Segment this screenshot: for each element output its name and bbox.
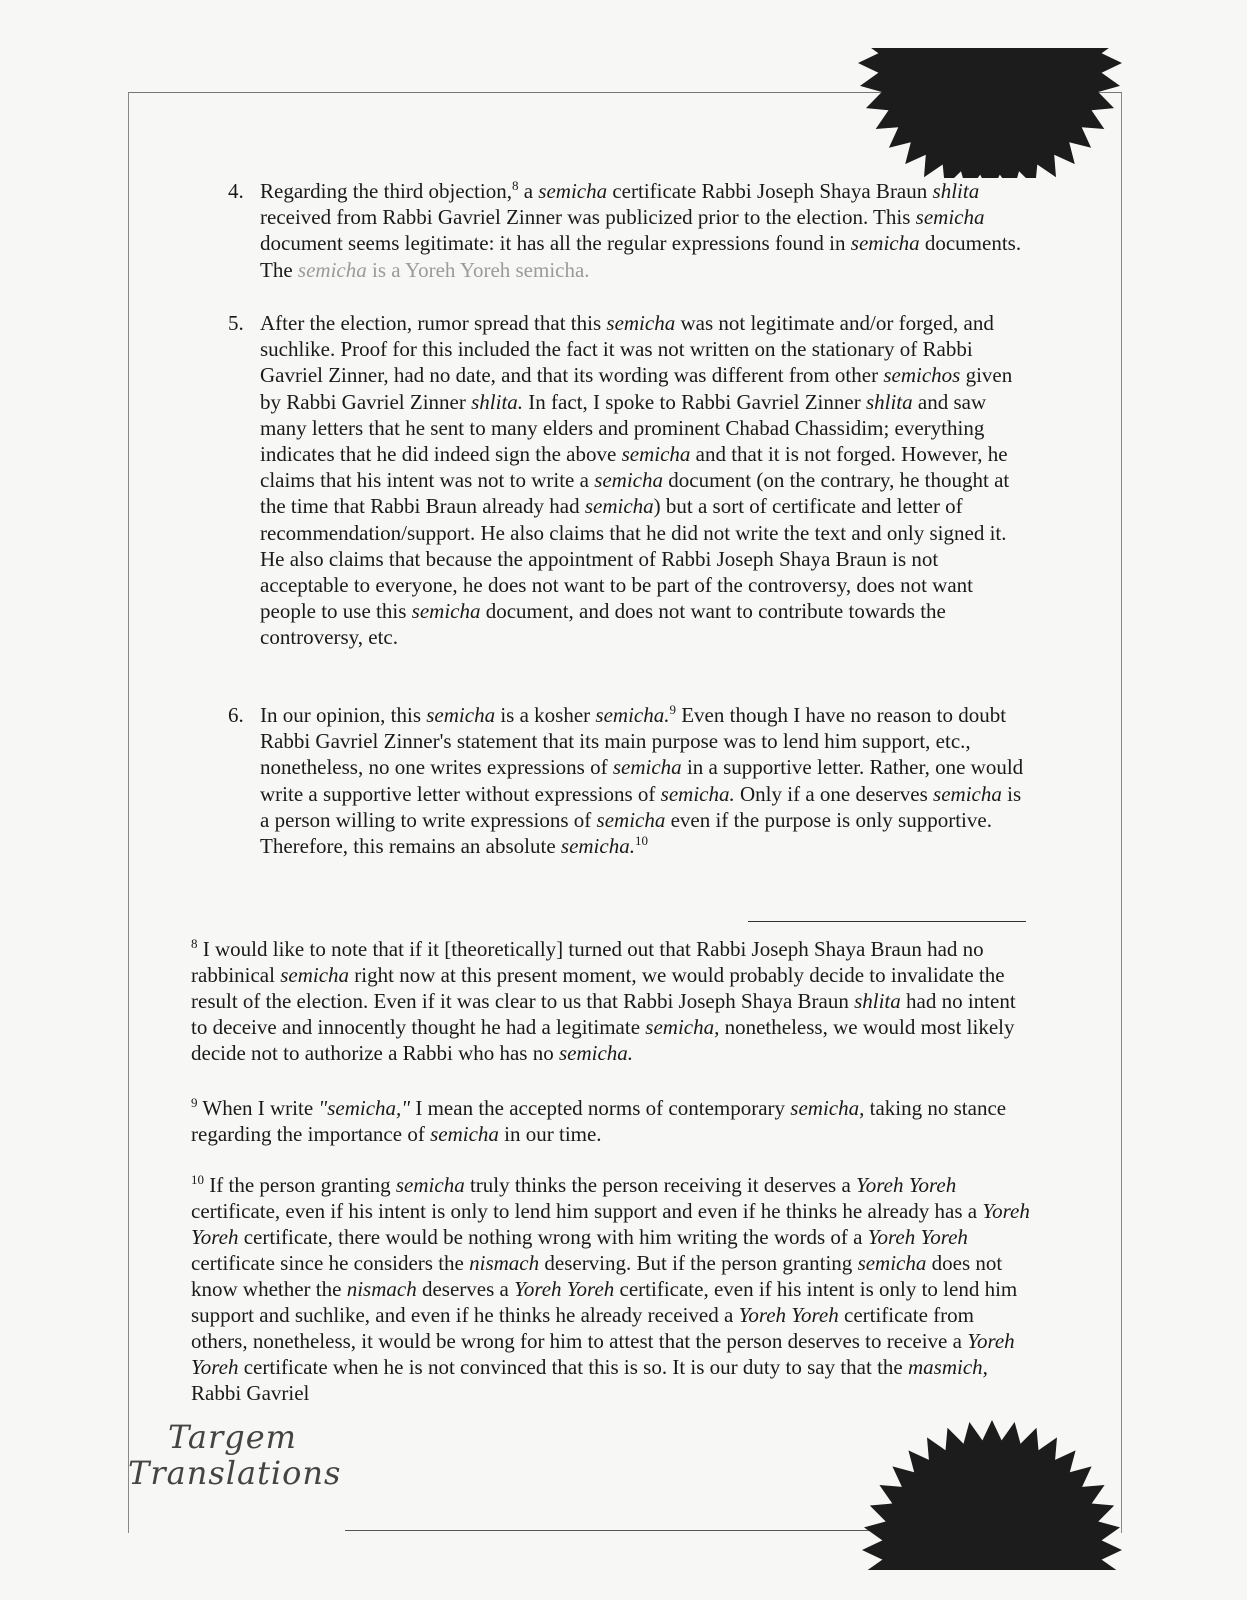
footnote-8	[191, 936, 1031, 1066]
text-run: certificate, even if his intent is only to lend him support and suchlike, and even if he thinks he already received a	[191, 1277, 1018, 1327]
text-run: documents. The	[260, 231, 1022, 282]
italic-term: Yoreh Yoreh	[867, 1225, 968, 1249]
italic-term: semicha	[584, 494, 654, 519]
italic-term: Yoreh Yoreh	[514, 1277, 615, 1301]
italic-term: semicha.	[560, 834, 635, 859]
italic-term: semicha	[280, 963, 350, 987]
italic-term: semicha	[594, 468, 664, 493]
text-run: If the person granting	[204, 1173, 396, 1197]
text-run: a	[518, 179, 539, 203]
text-run: even if the purpose is only supportive. Therefore, this remains an absolute	[260, 807, 992, 859]
italic-term: shlita	[854, 989, 901, 1013]
italic-term: semicha	[915, 205, 985, 230]
text-run: In fact, I spoke to Rabbi Gavriel Zinner	[523, 389, 866, 414]
italic-term: semicha	[596, 807, 666, 832]
item-number: 5.	[228, 311, 244, 335]
italic-term: semicha	[538, 179, 608, 203]
text-run: and saw many letters that he sent to many elders and prominent Chabad Chassidim; everything indicates that he did indeed sign the above	[260, 389, 987, 467]
italic-term: semicha,	[790, 1096, 865, 1120]
item-number: 4.	[228, 179, 244, 203]
item-number: 6.	[228, 703, 244, 727]
text-run: right now at this present moment, we would probably decide to invalidate the result of the election. Even if it was clear to us that Rabbi Joseph Shaya Braun	[191, 963, 1005, 1013]
footnote-separator	[748, 921, 1026, 922]
text-run: certificate, even if his intent is only to lend him support and even if he thinks he already has a	[191, 1199, 983, 1223]
italic-term: semicha	[612, 755, 682, 780]
italic-term: masmich,	[908, 1355, 988, 1379]
text-run: certificate Rabbi Joseph Shaya Braun	[607, 179, 933, 203]
text-run: taking no stance regarding the importance of	[191, 1096, 1007, 1146]
italic-term: semicha.	[595, 703, 670, 727]
text-run: received from Rabbi Gavriel Zinner was publicized prior to the election. This	[260, 205, 916, 230]
italic-term: semicha	[621, 442, 691, 467]
text-run: When I write	[197, 1096, 319, 1120]
italic-term: Yoreh Yoreh	[856, 1173, 957, 1197]
italic-term: semicha	[850, 231, 920, 256]
text-run: document, and does not want to contribute towards the controversy, etc.	[260, 599, 946, 650]
footnote-ref: 9	[191, 1095, 198, 1110]
item-body	[260, 310, 1028, 651]
text-run: certificate when he is not convinced that this is so. It is our duty to say that the	[238, 1355, 908, 1379]
italic-term: shlita.	[471, 389, 524, 414]
footnote-9	[191, 1095, 1031, 1147]
italic-term: semicha.	[660, 781, 735, 806]
item-body	[260, 178, 1028, 283]
text-run: and that it is not forged. However, he claims that his intent was not to write a	[260, 442, 1008, 493]
text-run: certificate, there would be nothing wrong with him writing the words of a	[238, 1225, 868, 1249]
italic-term: shlita	[932, 179, 980, 203]
text-run: document (on the contrary, he thought at the time that Rabbi Braun already had	[260, 468, 1010, 519]
italic-term: semicha,	[645, 1015, 720, 1039]
italic-term: "semicha,"	[318, 1096, 411, 1120]
italic-term: Yoreh Yoreh	[738, 1303, 839, 1327]
footnote-ref: 10	[191, 1172, 204, 1187]
item-body	[260, 702, 1028, 859]
logo-line-2: Translations	[128, 1454, 342, 1492]
text-run: is a Yoreh Yoreh semicha.	[366, 257, 590, 282]
italic-term: semicha	[395, 1173, 465, 1197]
italic-term: nismach	[346, 1277, 417, 1301]
italic-term: Yoreh Yoreh	[191, 1199, 1030, 1249]
text-run: I would like to note that if it [theoretically] turned out that Rabbi Joseph Shaya Braun had no rabbinical	[191, 937, 984, 987]
italic-term: semicha	[297, 257, 367, 282]
logo-line-1: Targem	[168, 1418, 297, 1456]
text-run: truly thinks the person receiving it deserves a	[464, 1173, 857, 1197]
list-item-5	[228, 310, 1028, 651]
text-run: certificate from others, nonetheless, it would be wrong for him to attest that the person deserves to receive a	[191, 1303, 974, 1353]
text-run: deserves a	[416, 1277, 515, 1301]
italic-term: nismach	[469, 1251, 540, 1275]
italic-term: semicha	[606, 311, 676, 335]
text-run: deserving. But if the person granting	[539, 1251, 858, 1275]
footnote-ref: 8	[191, 936, 198, 951]
text-run: in our time.	[498, 1122, 602, 1146]
italic-term: semicha	[857, 1251, 927, 1275]
notary-seal-top-icon	[858, 48, 1123, 178]
text-run: Regarding the third objection,	[260, 179, 512, 203]
footnote-ref: 8	[511, 178, 519, 193]
bottom-rule	[345, 1530, 905, 1531]
notary-seal-bottom-icon	[862, 1400, 1122, 1570]
text-run: Rabbi Gavriel	[191, 1381, 310, 1405]
text-run: document seems legitimate: it has all the regular expressions found in	[260, 231, 851, 256]
text-run: had no intent to deceive and innocently thought he had a legitimate	[191, 989, 1016, 1039]
list-item-4	[228, 178, 1028, 283]
text-run: nonetheless, we would most likely decide not to authorize a Rabbi who has no	[191, 1015, 1015, 1065]
italic-term: semicha	[933, 781, 1002, 806]
text-run: In our opinion, this	[260, 703, 427, 727]
text-run: given by Rabbi Gavriel Zinner	[260, 363, 1013, 414]
text-run: I mean the accepted norms of contemporary	[410, 1096, 791, 1120]
italic-term: shlita	[865, 389, 913, 414]
text-run: Only if a one deserves	[734, 781, 934, 806]
footnote-ref: 9	[669, 702, 676, 717]
italic-term: semicha.	[558, 1041, 634, 1065]
text-run: ) but a sort of certificate and letter of recommendation/support. He also claims that he did not write the text and only signed it. He also claims that because the appointment of Rabbi Joseph Shaya Braun is not acceptable to everyone, he does not want to be part of the controversy, does not want people to use this	[260, 494, 1007, 624]
text-run: in a supportive letter. Rather, one would write a supportive letter without expressions of	[260, 755, 1024, 806]
italic-term: semicha	[430, 1122, 499, 1146]
italic-term: semicha	[426, 703, 496, 727]
text-run: is a person willing to write expressions of	[260, 781, 1022, 832]
translator-logo	[128, 1418, 342, 1498]
italic-term: Yoreh Yoreh	[191, 1329, 1015, 1379]
text-run: is a kosher	[495, 703, 596, 727]
text-run: does not know whether the	[191, 1251, 1003, 1301]
text-run: After the election, rumor spread that this	[260, 311, 607, 335]
italic-term: semichos	[883, 363, 961, 388]
list-item-6	[228, 702, 1028, 859]
italic-term: semicha	[411, 599, 481, 624]
footnote-10	[191, 1172, 1031, 1406]
footnote-ref: 10	[634, 833, 648, 849]
text-run: was not legitimate and/or forged, and suchlike. Proof for this included the fact it was not written on the stationary of Rabbi Gavriel Zinner, had no date, and that its wording was different from other	[260, 311, 994, 388]
text-run: certificate since he considers the	[191, 1251, 470, 1275]
text-run: Even though I have no reason to doubt Rabbi Gavriel Zinner's statement that its main purpose was to lend him support, etc., nonetheless, no one writes expressions of	[260, 703, 1007, 780]
